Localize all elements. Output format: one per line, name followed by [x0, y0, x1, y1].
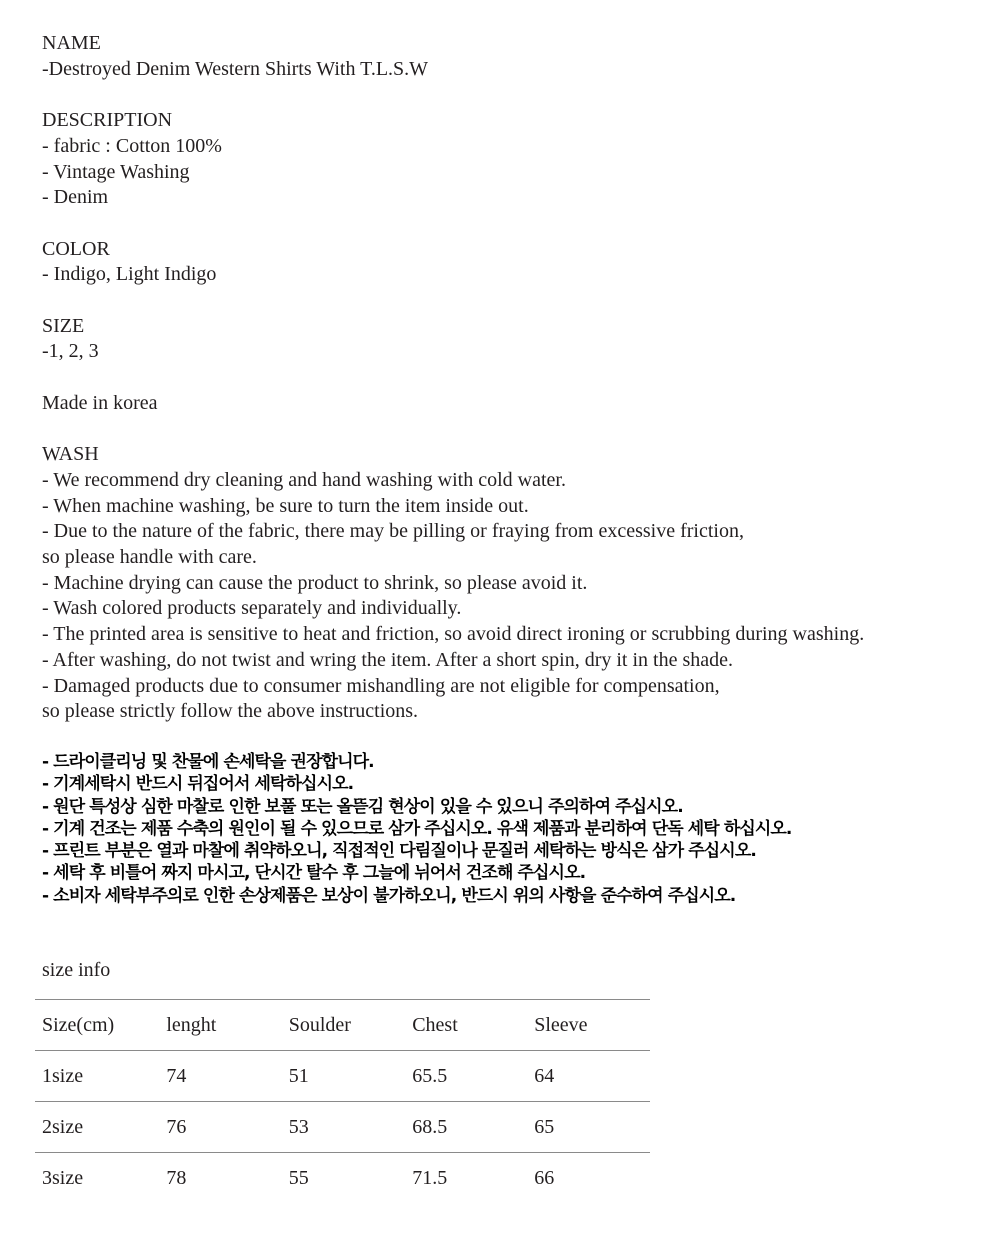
wash-section [42, 442, 982, 725]
table-cell: 74 [166, 1064, 187, 1087]
table-cell: 76 [166, 1115, 187, 1138]
korean-wash-line: - 기계세탁시 반드시 뒤집어서 세탁하십시오. [42, 774, 354, 795]
description-item: - fabric : Cotton 100% [42, 134, 222, 157]
name-section [42, 31, 982, 82]
wash-line: - Machine drying can cause the product to shrink, so please avoid it. [42, 571, 588, 594]
korean-wash-line: - 기계 건조는 제품 수축의 원인이 될 수 있으므로 삼가 주십시오. 유색 제품과 분리하여 단독 세탁 하십시오. [42, 818, 792, 839]
korean-wash-line: - 세탁 후 비틀어 짜지 마시고, 단시간 탈수 후 그늘에 뉘어서 건조해 주십시오. [42, 863, 586, 884]
korean-wash-line: - 원단 특성상 심한 마찰로 인한 보풀 또는 올뜯김 현상이 있을 수 있으니 주의하여 주십시오. [42, 796, 683, 817]
table-row [35, 1051, 650, 1102]
table-cell: 55 [288, 1166, 309, 1189]
wash-line: - We recommend dry cleaning and hand washing with cold water. [42, 468, 566, 491]
size-section [42, 314, 982, 365]
korean-wash-instructions [42, 751, 982, 907]
table-cell: 53 [288, 1115, 309, 1138]
description-heading: DESCRIPTION [42, 109, 173, 132]
table-cell: 1size [42, 1064, 84, 1087]
table-row [35, 1102, 650, 1153]
color-value: - Indigo, Light Indigo [42, 263, 217, 286]
wash-line: - After washing, do not twist and wring the item. After a short spin, dry it in the shade. [42, 648, 733, 671]
wash-line: - The printed area is sensitive to heat and friction, so avoid direct ironing or scrubbing during washing. [42, 623, 865, 646]
name-heading: NAME [42, 32, 101, 54]
table-cell: 2size [42, 1115, 84, 1138]
color-heading: COLOR [42, 237, 110, 260]
wash-heading: WASH [42, 443, 99, 466]
size-value: -1, 2, 3 [42, 340, 99, 363]
size-info-title: size info [42, 959, 111, 981]
table-cell: 71.5 [412, 1166, 448, 1189]
table-header-cell: Size(cm) [42, 1013, 115, 1036]
description-item: - Vintage Washing [42, 160, 190, 183]
origin-section [42, 391, 982, 417]
table-cell: 78 [166, 1166, 187, 1189]
table-cell: 64 [534, 1064, 555, 1087]
wash-line: - Due to the nature of the fabric, there may be pilling or fraying from excessive friction, [42, 520, 744, 543]
wash-line: so please strictly follow the above instructions. [42, 700, 419, 723]
korean-wash-line: - 드라이클리닝 및 찬물에 손세탁을 권장합니다. [42, 752, 374, 772]
table-header-row [35, 1000, 650, 1051]
size-info-table [35, 999, 650, 1204]
korean-wash-line: - 소비자 세탁부주의로 인한 손상제품은 보상이 불가하오니, 반드시 위의 사항을 준수하여 주십시오. [42, 885, 736, 906]
product-details [42, 31, 982, 725]
table-header-cell: Sleeve [534, 1013, 588, 1036]
description-item: - Denim [42, 186, 109, 209]
table-header-cell: lenght [166, 1013, 217, 1036]
table-header-cell: Chest [412, 1013, 458, 1036]
table-header-cell: Soulder [288, 1013, 351, 1036]
origin-text: Made in korea [42, 391, 158, 414]
wash-line: - Wash colored products separately and individually. [42, 597, 462, 620]
korean-wash-line: - 프린트 부분은 열과 마찰에 취약하오니, 직접적인 다림질이나 문질러 세탁하는 방식은 삼가 주십시오. [42, 841, 756, 862]
table-cell: 68.5 [412, 1115, 448, 1138]
color-section [42, 237, 982, 288]
wash-line: - When machine washing, be sure to turn the item inside out. [42, 494, 529, 517]
description-section [42, 108, 982, 211]
wash-line: so please handle with care. [42, 545, 257, 568]
product-name: -Destroyed Denim Western Shirts With T.L.S.W [42, 57, 429, 80]
size-heading: SIZE [42, 314, 85, 337]
table-cell: 65.5 [412, 1064, 448, 1087]
table-cell: 66 [534, 1166, 555, 1189]
table-cell: 65 [534, 1115, 555, 1138]
table-cell: 51 [288, 1064, 309, 1087]
table-cell: 3size [42, 1166, 84, 1189]
table-row [35, 1153, 650, 1204]
wash-line: - Damaged products due to consumer mishandling are not eligible for compensation, [42, 674, 720, 697]
